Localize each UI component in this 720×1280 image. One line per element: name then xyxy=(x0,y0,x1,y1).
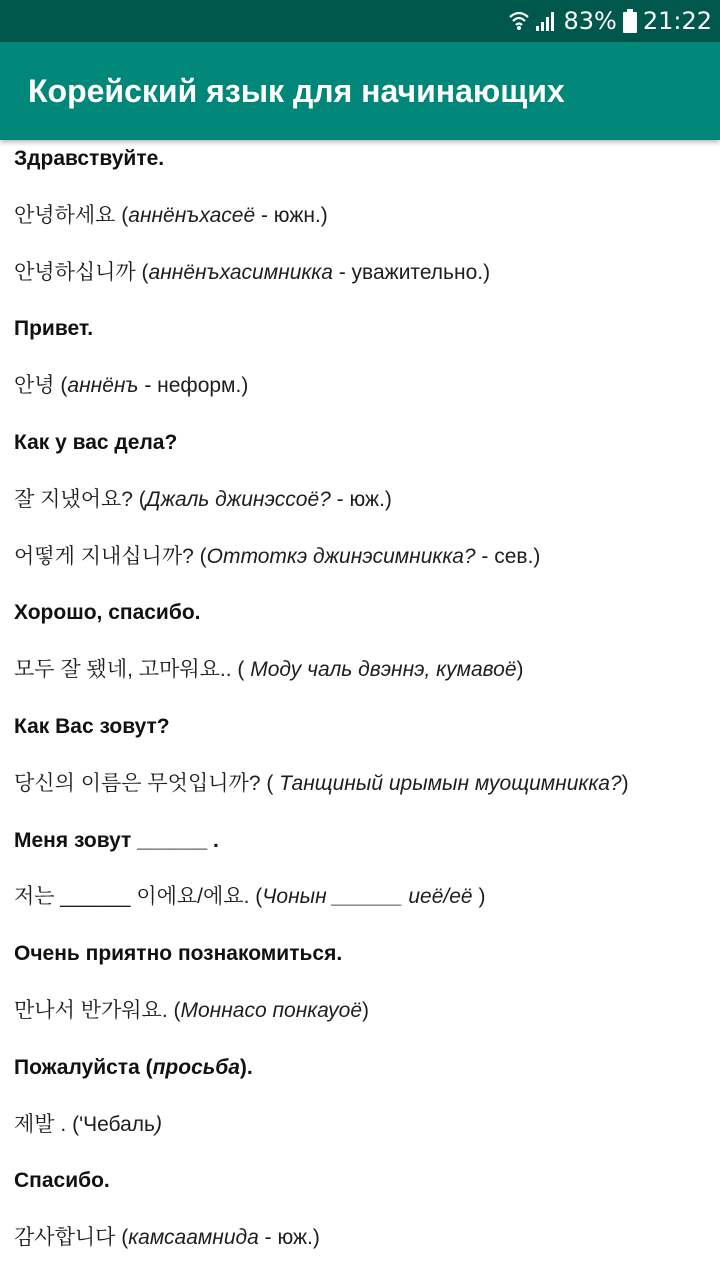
phrase-heading xyxy=(14,1167,110,1195)
phrase-translation xyxy=(14,883,485,911)
phrase-text: 제발 . ('Чебаль xyxy=(14,1112,155,1136)
phrase-heading xyxy=(14,1054,253,1082)
phrase-text: 잘 지냈어요? ( xyxy=(14,487,146,511)
phrase-text: Хорошо, спасибо. xyxy=(14,601,201,625)
phrase-text: 안녕하십니까 ( xyxy=(14,260,149,284)
phrase-text: - сев.) xyxy=(475,544,541,568)
phrase-text: Как Вас зовут? xyxy=(14,715,170,738)
page-title: Корейский язык для начинающих xyxy=(28,73,565,109)
phrase-text: 저는 ______ 이에요/에요. ( xyxy=(14,885,263,909)
phrase-heading xyxy=(14,940,342,968)
phrase-text: - юж.) xyxy=(330,487,392,511)
phrase-text: - неформ.) xyxy=(138,374,249,398)
phrase-text: Пожалуйста ( xyxy=(14,1055,153,1079)
phrase-text: 당신의 이름은 무엇입니까? ( xyxy=(14,771,280,795)
transliteration-text: Оттоткэ джинэсимникка? xyxy=(206,544,476,568)
phrase-heading xyxy=(14,429,177,457)
phrase-text: 감사합니다 ( xyxy=(14,1226,129,1250)
transliteration-text: аннёнъхасеё xyxy=(128,203,256,227)
phrase-translation xyxy=(14,372,248,400)
battery-icon xyxy=(623,9,637,33)
transliteration-text: Джаль джинэссоё? xyxy=(145,487,331,511)
phrase-text: Спасибо. xyxy=(14,1169,110,1193)
phrase-text: ) xyxy=(621,771,629,795)
phrase-translation xyxy=(14,997,369,1025)
phrase-translation xyxy=(14,1224,320,1252)
phrase-heading xyxy=(14,145,164,173)
clock: 21:22 xyxy=(642,7,712,35)
phrase-text: Привет. xyxy=(14,317,94,341)
phrase-translation xyxy=(14,656,524,684)
phrase-text: 모두 잘 됐네, 고마워요.. ( xyxy=(14,658,251,682)
phrase-text: 어떻게 지내십니까? ( xyxy=(14,544,207,568)
transliteration-text: Чонын ______ иеё/её xyxy=(262,885,473,909)
phrase-text: Здравствуйте. xyxy=(14,147,165,170)
phrase-translation xyxy=(14,202,328,230)
phrase-translation xyxy=(14,770,629,798)
phrase-translation xyxy=(14,1111,162,1139)
signal-icon xyxy=(535,10,557,32)
transliteration-text: Танщиный ирымын муощимникка? xyxy=(279,771,622,795)
battery-level: 83% xyxy=(563,7,617,35)
phrase-heading xyxy=(14,827,219,855)
phrase-heading xyxy=(14,713,170,741)
status-bar xyxy=(0,0,720,42)
transliteration-text: аннёнъхасимникка xyxy=(148,260,333,284)
phrase-text: ) xyxy=(362,999,370,1022)
phrase-text: ). xyxy=(239,1055,253,1079)
phrase-text: Меня зовут ______ . xyxy=(14,828,219,852)
phrase-text: 안녕하세요 ( xyxy=(14,203,129,227)
phrase-translation xyxy=(14,543,540,571)
phrase-heading xyxy=(14,315,93,343)
transliteration-text: Моннасо понкауоё xyxy=(180,999,363,1022)
phrase-text: ) xyxy=(472,885,486,909)
transliteration-text: камсаамнида xyxy=(128,1226,259,1250)
app-bar xyxy=(0,42,720,140)
transliteration-text: просьба xyxy=(152,1055,240,1079)
phrase-translation xyxy=(14,486,392,514)
transliteration-text: аннёнъ xyxy=(67,374,139,398)
phrase-text: - юж.) xyxy=(258,1226,320,1250)
phrase-text: 만나서 반가워요. ( xyxy=(14,999,181,1022)
phrase-text: Очень приятно познакомиться. xyxy=(14,942,343,966)
transliteration-text: ) xyxy=(154,1112,162,1136)
phrase-text: 안녕 ( xyxy=(14,374,68,398)
phrase-heading xyxy=(14,599,200,627)
phrase-text: - уважительно.) xyxy=(332,260,491,284)
phrase-text: ) xyxy=(516,658,524,682)
phrase-translation xyxy=(14,259,490,287)
transliteration-text: Моду чаль двэннэ, кумавоё xyxy=(250,658,517,682)
phrase-text: Как у вас дела? xyxy=(14,431,178,454)
wifi-icon xyxy=(509,10,529,32)
status-icons xyxy=(509,0,712,42)
phrase-list[interactable] xyxy=(0,140,720,1280)
phrase-text: - южн.) xyxy=(255,203,328,227)
